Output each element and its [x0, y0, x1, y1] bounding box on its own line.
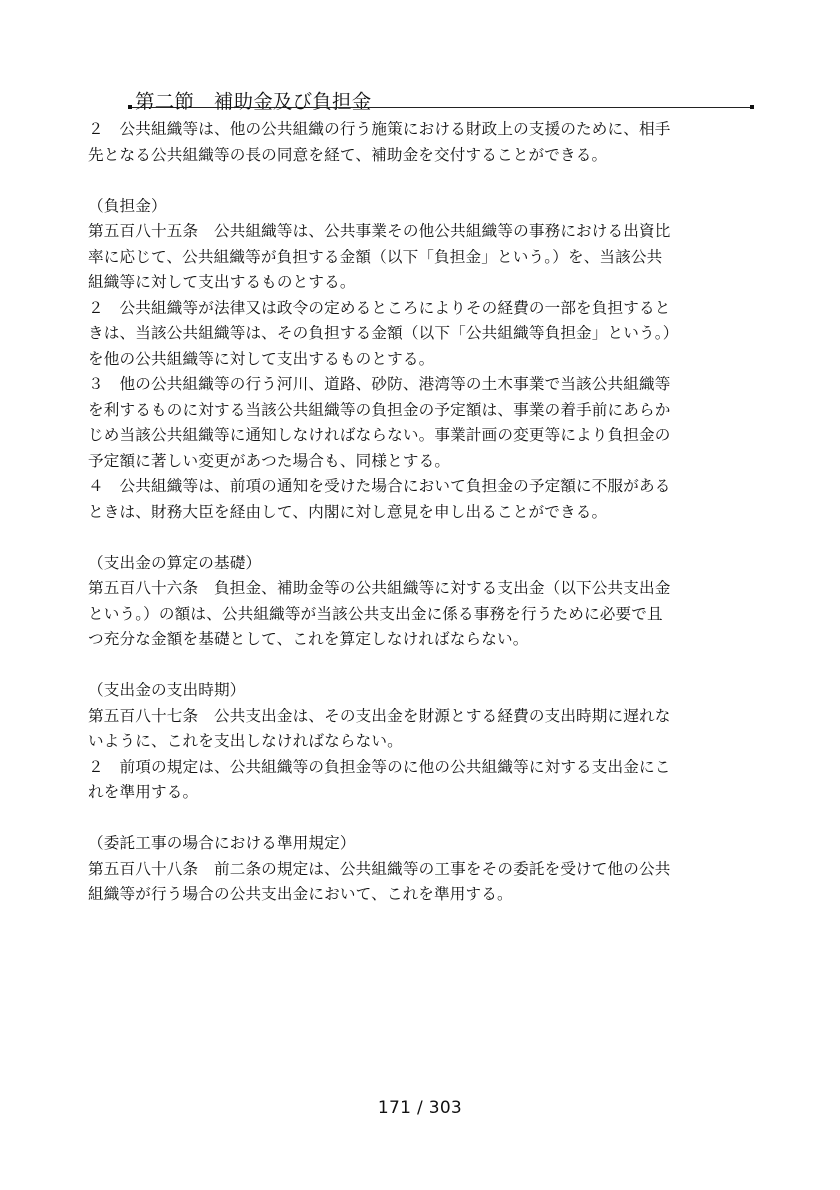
- text-line: 第五百八十六条 負担金、補助金等の公共組織等に対する支出金（以下公共支出金: [88, 579, 671, 597]
- article-heading: （支出金の支出時期）: [88, 681, 246, 699]
- section-header: [128, 82, 754, 112]
- text-line: ４ 公共組織等は、前項の通知を受けた場合において負担金の予定額に不服がある: [88, 477, 671, 495]
- paragraph-gap: [88, 525, 752, 551]
- text-line: つ充分な金額を基礎として、これを算定しなければならない。: [88, 630, 529, 648]
- text-line: 第五百八十八条 前二条の規定は、公共組織等の工事をその委託を受けて他の公共: [88, 859, 671, 878]
- text-line: を他の公共組織等に対して支出するものとする。: [88, 349, 435, 368]
- document-body: [88, 117, 752, 908]
- article-heading: （委託工事の場合における準用規定）: [88, 834, 356, 852]
- article-heading: （負担金）: [88, 196, 167, 215]
- text-line: きは、当該公共組織等は、その負担する金額（以下「公共組織等負担金」という。）: [88, 324, 679, 342]
- paragraph-gap: [88, 653, 752, 679]
- text-line: れを準用する。: [88, 783, 199, 801]
- rule-end-marker-right: [750, 105, 754, 109]
- text-line: を利するものに対する当該公共組織等の負担金の予定額は、事業の着手前にあらか: [88, 400, 671, 419]
- text-line: 組織等が行う場合の公共支出金において、これを準用する。: [88, 885, 513, 903]
- text-line: ２ 公共組織等が法律又は政令の定めるところによりその経費の一部を負担すると: [88, 298, 671, 317]
- text-line: 組織等に対して支出するものとする。: [88, 273, 356, 291]
- text-line: ２ 前項の規定は、公共組織等の負担金等のに他の公共組織等に対する支出金にこ: [88, 757, 671, 776]
- header-rule: [128, 107, 754, 108]
- text-line: 第五百八十七条 公共支出金は、その支出金を財源とする経費の支出時期に遅れな: [88, 706, 671, 725]
- text-line: 予定額に著しい変更があつた場合も、同様とする。: [88, 451, 451, 470]
- text-line: 先となる公共組織等の長の同意を経て、補助金を交付することができる。: [88, 145, 608, 164]
- text-line: いように、これを支出しなければならない。: [88, 732, 403, 750]
- rule-end-marker-left: [128, 105, 132, 109]
- page-number: 171 / 303: [377, 1098, 463, 1118]
- text-line: 率に応じて、公共組織等が負担する金額（以下「負担金」という。）を、当該公共: [88, 247, 663, 266]
- text-line: ときは、財務大臣を経由して、内閣に対し意見を申し出ることができる。: [88, 502, 608, 521]
- text-line: じめ当該公共組織等に通知しなければならない。事業計画の変更等により負担金の: [88, 426, 671, 444]
- paragraph-gap: [88, 806, 752, 832]
- text-line: 第五百八十五条 公共組織等は、公共事業その他公共組織等の事務における出資比: [88, 222, 671, 240]
- text-line: ２ 公共組織等は、他の公共組織の行う施策における財政上の支援のために、相手: [88, 120, 671, 138]
- section-title: 第二節 補助金及び負担金: [135, 90, 372, 113]
- text-line: ３ 他の公共組織等の行う河川、道路、砂防、港湾等の土木事業で当該公共組織等: [88, 375, 671, 393]
- text-line: という。）の額は、公共組織等が当該公共支出金に係る事務を行うために必要で且: [88, 604, 663, 623]
- paragraph-gap: [88, 168, 752, 194]
- article-heading: （支出金の算定の基礎）: [88, 553, 262, 572]
